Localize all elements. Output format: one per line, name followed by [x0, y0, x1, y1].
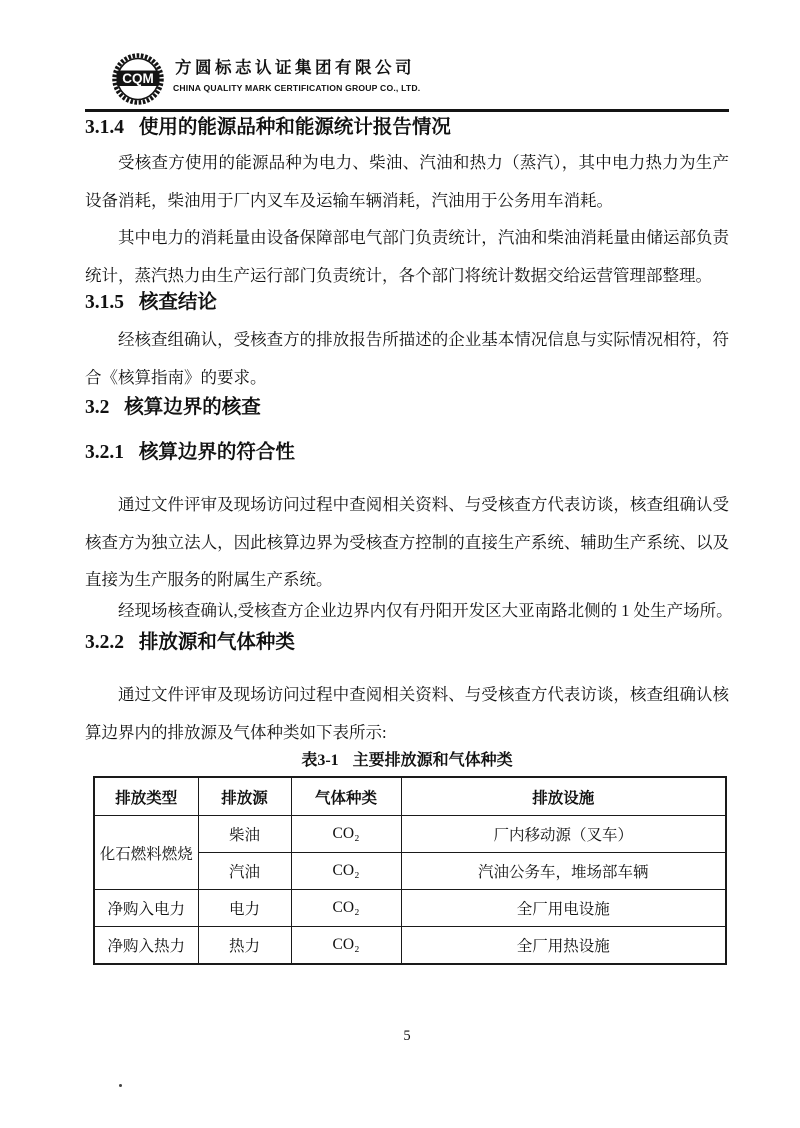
company-name-en: CHINA QUALITY MARK CERTIFICATION GROUP CO., LTD. — [173, 83, 421, 93]
table-row-heat — [94, 927, 726, 965]
section-heading-3-2 — [85, 394, 729, 421]
col-header-emission-type: 排放类型 — [94, 777, 198, 816]
col-header-gas-type: 气体种类 — [291, 777, 401, 816]
cell-emission-facility: 全厂用热设施 — [401, 927, 726, 965]
section-heading-3-2-1 — [85, 439, 729, 466]
header-rule — [85, 109, 729, 112]
cell-emission-type: 净购入电力 — [94, 890, 198, 927]
cell-emission-facility: 汽油公务车，堆场部车辆 — [401, 853, 726, 890]
cqm-logo-svg — [112, 53, 164, 105]
section-number: 3.2.1 — [85, 442, 124, 463]
cqm-logo-icon — [112, 53, 164, 105]
cell-emission-source: 热力 — [198, 927, 291, 965]
page-number: 5 — [403, 1028, 411, 1044]
table-row-diesel — [94, 816, 726, 853]
emission-sources-table — [93, 776, 727, 965]
cell-emission-source: 电力 — [198, 890, 291, 927]
section-heading-3-1-5 — [85, 289, 729, 316]
logo-badge-text: CQM — [122, 71, 154, 86]
section-number: 3.1.4 — [85, 117, 124, 138]
section-title: 排放源和气体种类 — [138, 632, 295, 653]
section-title: 核查结论 — [138, 292, 217, 313]
cell-emission-type: 净购入热力 — [94, 927, 198, 965]
paragraph-energy-types: 受核查方使用的能源品种为电力、柴油、汽油和热力（蒸汽），其中电力热力为生产设备消耗，柴油用于厂内叉车及运输车辆消耗，汽油用于公务用车消耗。 — [85, 153, 729, 210]
section-number: 3.2.2 — [85, 632, 124, 653]
company-name-zh: 方圆标志认证集团有限公司 — [175, 59, 415, 77]
cell-emission-source: 柴油 — [198, 816, 291, 853]
col-header-emission-facility: 排放设施 — [401, 777, 726, 816]
footer-dot — [119, 1084, 122, 1087]
table-caption — [85, 750, 729, 772]
table-caption-label: 表3-1 — [301, 752, 339, 769]
cell-gas-type: CO₂ — [291, 816, 401, 853]
cell-gas-type: CO₂ — [291, 927, 401, 965]
section-heading-3-2-2 — [85, 629, 729, 656]
table-row-electricity — [94, 890, 726, 927]
section-heading-3-1-4 — [85, 114, 729, 141]
section-title: 核算边界的核查 — [124, 397, 261, 418]
section-number: 3.1.5 — [85, 292, 124, 313]
cell-emission-type: 化石燃料燃烧 — [94, 816, 198, 890]
section-title: 核算边界的符合性 — [138, 442, 295, 463]
cell-emission-facility: 全厂用电设施 — [401, 890, 726, 927]
paragraph-emission-sources-intro: 通过文件评审及现场访问过程中查阅相关资料、与受核查方代表访谈，核查组确认核算边界内的排放源及气体种类如下表所示: — [85, 685, 729, 742]
section-title: 使用的能源品种和能源统计报告情况 — [138, 117, 451, 138]
col-header-emission-source: 排放源 — [198, 777, 291, 816]
paragraph-boundary-conformity: 通过文件评审及现场访问过程中查阅相关资料、与受核查方代表访谈，核查组确认受核查方为独立法人，因此核算边界为受核查方控制的直接生产系统、辅助生产系统、以及直接为生产服务的附属生产系统。 — [85, 495, 729, 589]
paragraph-site-confirmation: 经现场核查确认,受核查方企业边界内仅有丹阳开发区大亚南路北侧的 1 处生产场所。 — [118, 601, 733, 620]
cell-gas-type: CO₂ — [291, 890, 401, 927]
table-caption-text: 主要排放源和气体种类 — [352, 752, 513, 769]
table-header-row — [94, 777, 726, 816]
cell-emission-source: 汽油 — [198, 853, 291, 890]
cell-emission-facility: 厂内移动源（叉车） — [401, 816, 726, 853]
cell-gas-type: CO₂ — [291, 853, 401, 890]
paragraph-energy-statistics: 其中电力的消耗量由设备保障部电气部门负责统计，汽油和柴油消耗量由储运部负责统计，蒸汽热力由生产运行部门负责统计，各个部门将统计数据交给运营管理部整理。 — [85, 228, 729, 285]
paragraph-verification-conclusion: 经核查组确认，受核查方的排放报告所描述的企业基本情况信息与实际情况相符，符合《核算指南》的要求。 — [85, 330, 729, 387]
section-number: 3.2 — [85, 397, 110, 418]
